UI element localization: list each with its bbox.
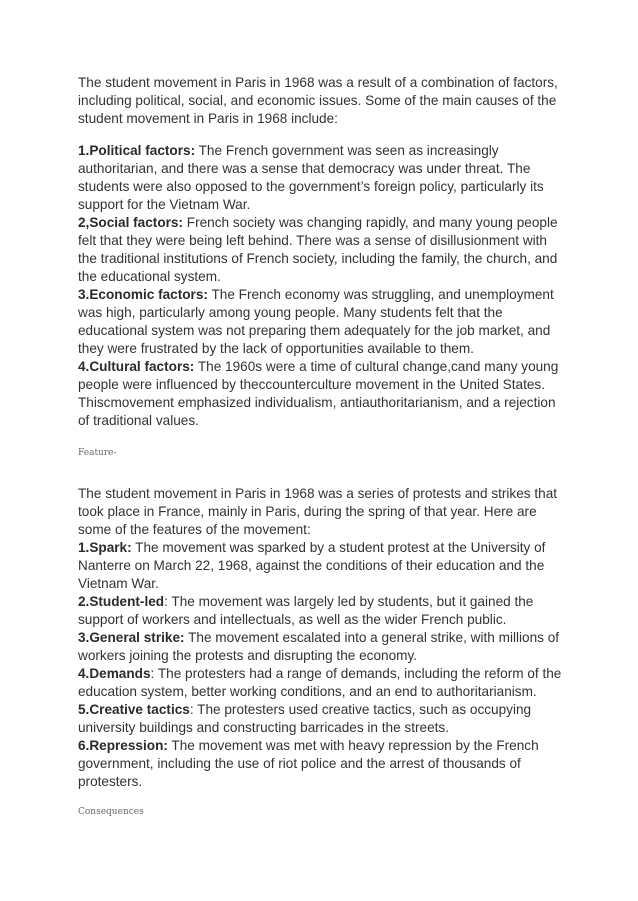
- cause-item-cultural: [78, 358, 562, 430]
- cause-item-social: [78, 214, 562, 286]
- document-page: [78, 74, 562, 818]
- feature-item-repression: [78, 737, 562, 791]
- cause-label: 1.Political factors:: [78, 143, 196, 158]
- feature-label: 5.Creative tactics: [78, 702, 190, 717]
- cause-label: 3.Economic factors:: [78, 287, 208, 302]
- feature-text: The movement escalated into a general strike, with millions of workers joining the protests and disrupting the economy.: [78, 630, 560, 663]
- cause-item-political: [78, 142, 562, 214]
- feature-label: 2.Student-led: [78, 594, 165, 609]
- feature-item-student-led: [78, 593, 562, 629]
- feature-text: The movement was sparked by a student protest at the University of Nanterre on March 22, 1968, against the conditions of their education and the Vietnam War.: [78, 540, 546, 591]
- feature-item-creative-tactics: [78, 701, 562, 737]
- features-intro-paragraph: The student movement in Paris in 1968 was a series of protests and strikes that took place in France, mainly in Paris, during the spring of that year. Here are some of the features of the movement:: [78, 486, 558, 537]
- feature-heading: Feature-: [78, 448, 117, 458]
- cause-text: The French economy was struggling, and unemployment was high, particularly among young people. Many students felt that the educational system was not preparing them adequately for the job market, and they were frustrated by the lack of opportunities available to them.: [78, 287, 554, 356]
- cause-text: French society was changing rapidly, and many young people felt that they were being left behind. There was a sense of disillusionment with the traditional institutions of French society, including the family, the church, and the educational system.: [78, 215, 558, 284]
- cause-text: The French government was seen as increasingly authoritarian, and there was a sense that democracy was under threat. The students were also opposed to the government’s foreign policy, particularly its support for the Vietnam War.: [78, 143, 544, 212]
- feature-label: 4.Demands: [78, 666, 151, 681]
- causes-intro-paragraph: The student movement in Paris in 1968 was a result of a combination of factors, including political, social, and economic issues. Some of the main causes of the student movement in Paris in 1968 include:: [78, 75, 558, 126]
- feature-item-demands: [78, 665, 562, 701]
- feature-text: : The protesters had a range of demands, including the reform of the education system, better working conditions, and an end to authoritarianism.: [78, 666, 562, 699]
- cause-item-economic: [78, 286, 562, 358]
- consequences-heading: Consequences: [78, 807, 144, 817]
- feature-item-spark: [78, 539, 562, 593]
- cause-label: 2,Social factors:: [78, 215, 184, 230]
- feature-label: 3.General strike:: [78, 630, 185, 645]
- feature-text: : The movement was largely led by students, but it gained the support of workers and intellectuals, as well as the wider French public.: [78, 594, 534, 627]
- feature-text: : The protesters used creative tactics, such as occupying university buildings and constructing barricades in the streets.: [78, 702, 532, 735]
- feature-label: 1.Spark:: [78, 540, 132, 555]
- cause-label: 4.Cultural factors:: [78, 359, 195, 374]
- feature-label: 6.Repression:: [78, 738, 168, 753]
- feature-item-general-strike: [78, 629, 562, 665]
- feature-text: The movement was met with heavy repression by the French government, including the use of riot police and the arrest of thousands of protesters.: [78, 738, 539, 789]
- cause-text: The 1960s were a time of cultural change,cand many young people were influenced by theccounterculture movement in the United States. Thiscmovement emphasized individualism, antiauthoritarianism, and a rejection of traditional values.: [78, 359, 559, 428]
